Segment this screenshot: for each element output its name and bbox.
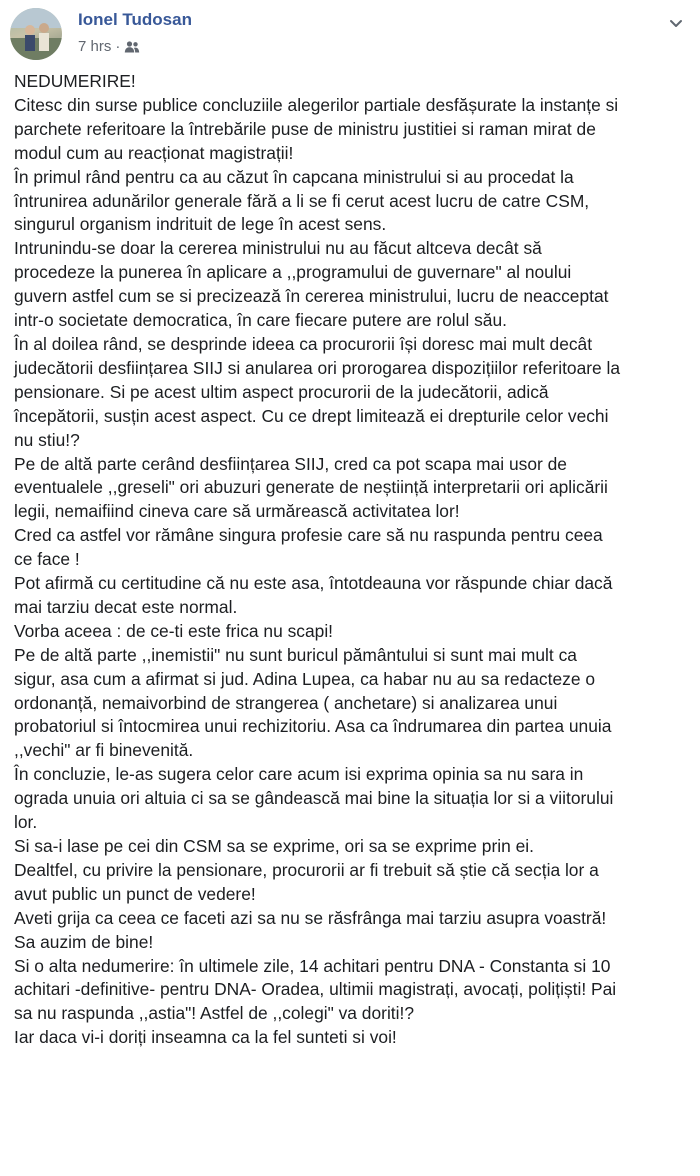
post-text-line: Vorba aceea : de ce-ti este frica nu scapi! bbox=[14, 620, 334, 641]
post-text-line: Pe de altă parte ,,inemistii" nu sunt buricul pământului si sunt mai mult ca bbox=[14, 644, 577, 665]
post-text-line: lor. bbox=[14, 812, 38, 833]
post-text-line: În al doilea rând, se desprinde ideea ca procurorii își doresc mai mult decât bbox=[14, 333, 593, 354]
post-text-line: achitari -definitive- pentru DNA- Oradea, ultimii magistrați, avocați, polițiști! Pai bbox=[14, 979, 617, 1000]
post-text-line: Si sa-i lase pe cei din CSM sa se exprime, ori sa se exprime prin ei. bbox=[14, 836, 534, 856]
post-text-line: parchete referitoare la întrebările puse de ministru justitiei si raman mirat de bbox=[14, 118, 596, 139]
post-text bbox=[14, 70, 694, 1050]
post-text-line: întrunirea adunărilor generale fără a li se fi cerut acest lucru de catre CSM, bbox=[14, 190, 590, 211]
post-text-line: procedeze la punerea în aplicare a ,,programului de guvernare" al noului bbox=[14, 262, 572, 283]
post-text-line: În concluzie, le-as sugera celor care acum isi exprima opinia sa nu sara in bbox=[14, 764, 584, 785]
avatar-photo bbox=[10, 8, 62, 60]
post-text-line: nu stiu!? bbox=[14, 429, 80, 450]
post-text-line: guvern astfel cum se si precizează în cererea ministrului, lucru de neacceptat bbox=[14, 286, 609, 307]
post-text-line: Pot afirmă cu certitudine că nu este asa, întotdeauna vor răspunde chiar dacă bbox=[14, 573, 613, 594]
post-text-line: Aveti grija ca ceea ce faceti azi sa nu se răsfrânga mai tarziu asupra voastră! bbox=[14, 907, 607, 928]
avatar[interactable] bbox=[10, 8, 62, 60]
post-text-line: Iar daca vi-i doriți inseamna ca la fel sunteti si voi! bbox=[14, 1027, 397, 1048]
author-name[interactable]: Ionel Tudosan bbox=[78, 10, 192, 29]
post-text-line: legii, nemaifiind cineva care să urmărească activitatea lor! bbox=[14, 501, 460, 522]
post-text-line: singurul organism indrituit de lege în acest sens. bbox=[14, 214, 387, 235]
post-text-line: ograda unuia ori altuia ci sa se gândească mai bine la situația lor si a viitorului bbox=[14, 788, 614, 809]
post-text-line: judecătorii desființarea SIIJ si anularea ori prorogarea dispozițiilor referitoare la bbox=[14, 357, 621, 378]
post-text-line: ordonanță, nemaivorbind de strangerea ( anchetare) si analizarea unui bbox=[14, 692, 558, 713]
more-options-icon[interactable] bbox=[666, 14, 686, 34]
post-meta bbox=[78, 38, 140, 55]
post-text-line: probatoriul si întocmirea unui rechizitoriu. Asa ca îndrumarea din partea unuia bbox=[14, 716, 612, 737]
post-text-line: NEDUMERIRE! bbox=[14, 71, 136, 91]
post-text-line: începătorii, susțin acest aspect. Cu ce drept limitează ei drepturile celor vechi bbox=[14, 405, 609, 426]
friends-icon[interactable] bbox=[124, 40, 140, 54]
post-text-line: sa nu raspunda ,,astia"! Astfel de ,,colegi" va doriti!? bbox=[14, 1003, 415, 1024]
post-text-line: Dealtfel, cu privire la pensionare, procurorii ar fi trebuit să știe că secția lor a bbox=[14, 859, 599, 880]
post-text-line: Intrunindu-se doar la cererea ministrului nu au făcut altceva decât să bbox=[14, 238, 542, 259]
post-text-line: Si o alta nedumerire: în ultimele zile, 14 achitari pentru DNA - Constanta si 10 bbox=[14, 955, 611, 976]
post-text-line: sigur, asa cum a afirmat si jud. Adina Lupea, ca habar nu au sa redacteze o bbox=[14, 668, 596, 689]
post-text-line: Pe de altă parte cerând desființarea SIIJ, cred ca pot scapa mai usor de bbox=[14, 453, 567, 474]
post-text-line: intr-o societate democratica, în care fiecare putere are rolul său. bbox=[14, 310, 507, 331]
meta-separator: · bbox=[115, 38, 121, 55]
post-text-line: Sa auzim de bine! bbox=[14, 931, 154, 952]
post-text-line: În primul rând pentru ca au căzut în capcana ministrului si au procedat la bbox=[14, 166, 574, 187]
post-text-line: eventualele ,,greseli" ori abuzuri generate de neștiință interpretarii ori aplicării bbox=[14, 477, 608, 498]
post-text-line: Citesc din surse publice concluziile alegerilor partiale desfășurate la instanțe si bbox=[14, 94, 619, 115]
post-header bbox=[8, 4, 692, 64]
post-text-line: modul cum au reacționat magistrații! bbox=[14, 142, 294, 163]
post-text-line: ,,vechi" ar fi binevenită. bbox=[14, 740, 194, 761]
post-timestamp[interactable]: 7 hrs bbox=[78, 38, 112, 55]
post-text-line: Cred ca astfel vor rămâne singura profesie care să nu raspunda pentru ceea bbox=[14, 525, 603, 546]
post-text-line: avut public un punct de vedere! bbox=[14, 883, 256, 904]
post-text-line: pensionare. Si pe acest ultim aspect procurorii de la judecătorii, adică bbox=[14, 381, 549, 402]
post-text-line: ce face ! bbox=[14, 549, 80, 570]
post-text-line: mai tarziu decat este normal. bbox=[14, 596, 238, 617]
